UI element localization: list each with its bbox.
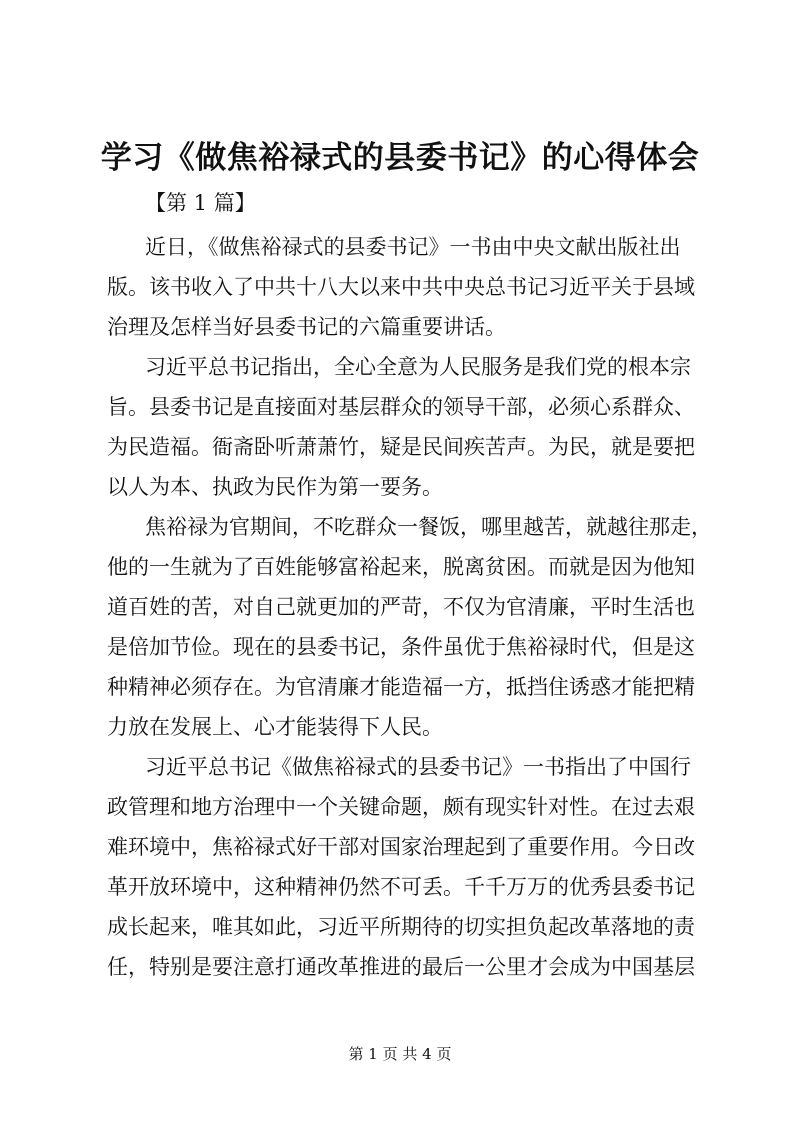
body-line: 道百姓的苦，对自己就更加的严苛，不仅为官清廉，平时生活也 bbox=[107, 595, 695, 619]
body-line: 革开放环境中，这种精神仍然不可丢。千千万万的优秀县委书记 bbox=[107, 875, 695, 899]
body-line: 焦裕禄为官期间，不吃群众一餐饭，哪里越苦，就越往那走， bbox=[145, 515, 712, 539]
body-line: 力放在发展上、心才能装得下人民。 bbox=[107, 715, 443, 739]
body-line: 是倍加节俭。现在的县委书记，条件虽优于焦裕禄时代，但是这 bbox=[107, 635, 695, 659]
body-line: 难环境中，焦裕禄式好干部对国家治理起到了重要作用。今日改 bbox=[107, 835, 695, 859]
body-line: 任，特别是要注意打通改革推进的最后一公里才会成为中国基层 bbox=[107, 955, 695, 979]
body-line: 政管理和地方治理中一个关键命题，颇有现实针对性。在过去艰 bbox=[107, 795, 695, 819]
body-line: 他的一生就为了百姓能够富裕起来，脱离贫困。而就是因为他知 bbox=[107, 555, 695, 579]
body-line: 习近平总书记指出，全心全意为人民服务是我们党的根本宗 bbox=[145, 355, 691, 379]
page-footer: 第 1 页 共 4 页 bbox=[348, 1045, 452, 1063]
body-line: 为民造福。衙斋卧听萧萧竹，疑是民间疾苦声。为民，就是要把 bbox=[107, 435, 695, 459]
body-line: 治理及怎样当好县委书记的六篇重要讲话。 bbox=[107, 315, 506, 339]
body-line: 种精神必须存在。为官清廉才能造福一方，抵挡住诱惑才能把精 bbox=[107, 675, 695, 699]
body-line: 成长起来，唯其如此，习近平所期待的切实担负起改革落地的责 bbox=[107, 915, 695, 939]
body-line: 近日，《做焦裕禄式的县委书记》一书由中央文献出版社出 bbox=[145, 235, 681, 259]
body-line: 旨。县委书记是直接面对基层群众的领导干部，必须心系群众、 bbox=[107, 395, 695, 419]
body-line: 版。该书收入了中共十八大以来中共中央总书记习近平关于县域 bbox=[107, 275, 695, 299]
body-line: 习近平总书记《做焦裕禄式的县委书记》一书指出了中国行 bbox=[145, 755, 691, 779]
section-label: 【第 1 篇】 bbox=[145, 191, 256, 215]
body-line: 以人为本、执政为民作为第一要务。 bbox=[107, 475, 443, 499]
document-title: 学习《做焦裕禄式的县委书记》的心得体会 bbox=[100, 140, 700, 176]
